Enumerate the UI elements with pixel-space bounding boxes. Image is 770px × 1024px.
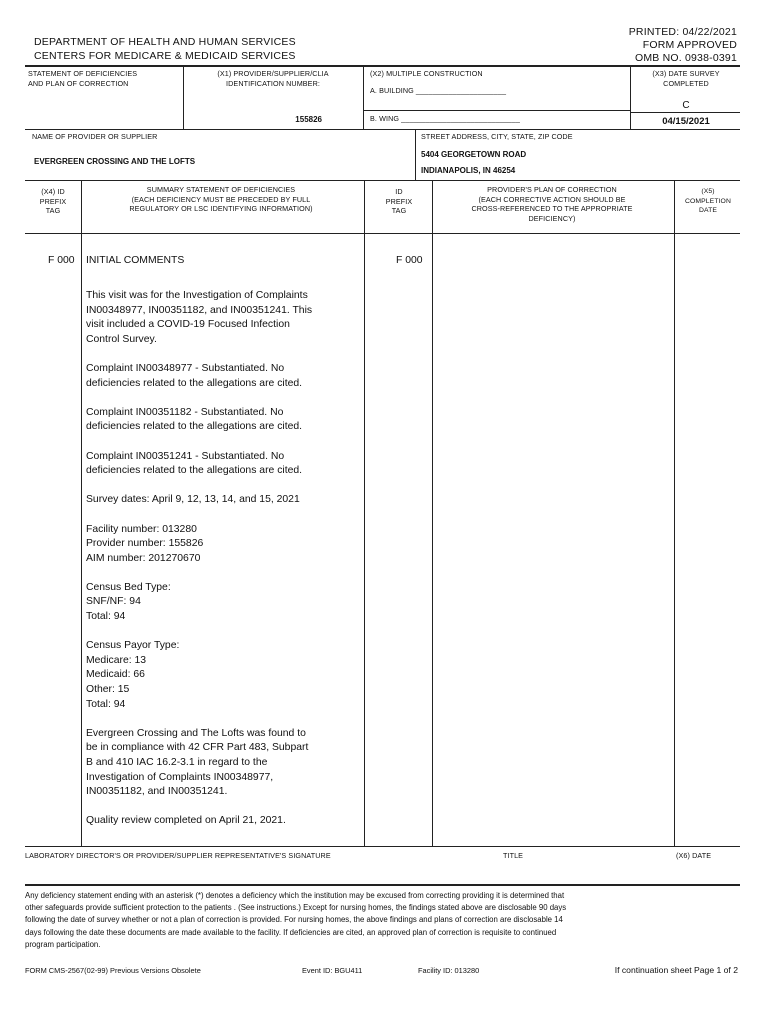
id-header: ID PREFIX TAG (385, 187, 413, 215)
left-prefix-tag: F 000 (48, 255, 75, 266)
disclaimer: Any deficiency statement ending with an asterisk (*) denotes a deficiency which the institution may be excused from correcting providing it is determined that other safeguards provide sufficient protection to the patients . (See instructions.) Except for nursing homes, the findings stated above are disclosable 90 days following the date of survey whether or not a plan of correction is provided. For nursing homes, the above findings and plans of correction are disclosable 14 days following the date these documents are made available to the facility. If deficiencies are cited, an approved plan of correction is requisite to continued program participation. (25, 891, 567, 949)
x4-header: (X4) ID PREFIX TAG (39, 187, 67, 215)
x2-label: (X2) MULTIPLE CONSTRUCTION (370, 69, 483, 78)
paragraph: Complaint IN00351182 - Substantiated. No deficiencies related to the allegations are cited. (86, 406, 303, 433)
form-approved: FORM APPROVED (642, 39, 737, 51)
col-line-1 (81, 180, 82, 846)
paragraph: Facility number: 013280 Provider number: 155826 AIM number: 201270670 (86, 523, 204, 564)
row2-border (25, 180, 740, 181)
provider-name-label: NAME OF PROVIDER OR SUPPLIER (32, 132, 158, 141)
signature-bottom-border (25, 884, 740, 886)
paragraph: Complaint IN00351241 - Substantiated. No deficiencies related to the allegations are cited. (86, 450, 303, 477)
summary-header: SUMMARY STATEMENT OF DEFICIENCIES (EACH DEFICIENCY MUST BE PRECEDED BY FULL REGULATORY OR LSC IDENTIFYING INFORMATION) (129, 185, 313, 213)
header-bottom-border (25, 233, 740, 234)
x6-date-label: (X6) DATE (676, 851, 712, 860)
divider-x2 (363, 65, 364, 129)
address-line1: 5404 GEORGETOWN ROAD (421, 150, 527, 159)
printed-date: PRINTED: 04/22/2021 (628, 26, 737, 38)
provider-id-value: 155826 (295, 115, 322, 124)
x3-letter: C (682, 100, 690, 111)
x2-inner-line (363, 110, 630, 111)
address-label: STREET ADDRESS, CITY, STATE, ZIP CODE (421, 132, 573, 141)
x1-label: (X1) PROVIDER/SUPPLIER/CLIA IDENTIFICATION NUMBER: (217, 69, 329, 88)
signature-label: LABORATORY DIRECTOR'S OR PROVIDER/SUPPLIER REPRESENTATIVE'S SIGNATURE (25, 851, 331, 860)
department-title: DEPARTMENT OF HEALTH AND HUMAN SERVICES (34, 36, 296, 48)
form-number: FORM CMS-2567(02-99) Previous Versions Obsolete (25, 966, 201, 975)
wing-label: B. WING _____________________________ (370, 114, 520, 123)
paragraph: Census Payor Type: Medicare: 13 Medicaid: 66 Other: 15 Total: 94 (86, 640, 180, 710)
top-border (25, 65, 740, 67)
x5-header: (X5) COMPLETION DATE (685, 188, 731, 214)
paragraph: Evergreen Crossing and The Lofts was found to be in compliance with 42 CFR Part 483, Subpart B and 410 IAC 16.2-3.1 in regard to the Investigation of Complaints IN00348977, IN00351182, and IN00351241. (86, 727, 309, 798)
paragraph: Complaint IN00348977 - Substantiated. No deficiencies related to the allegations are cited. (86, 362, 303, 389)
page-number: If continuation sheet Page 1 of 2 (614, 965, 738, 975)
signature-top-border (25, 846, 740, 847)
event-id: Event ID: BGU411 (302, 966, 363, 975)
facility-id: Facility ID: 013280 (418, 966, 480, 975)
plan-header: PROVIDER'S PLAN OF CORRECTION (EACH CORRECTIVE ACTION SHOULD BE CROSS-REFERENCED TO THE APPROPRIATE DEFICIENCY) (471, 185, 633, 223)
paragraph: Census Bed Type: SNF/NF: 94 Total: 94 (86, 581, 171, 623)
paragraph: Quality review completed on April 21, 2021. (86, 815, 286, 827)
summary-body (86, 289, 362, 844)
building-label: A. BUILDING ______________________ (370, 86, 507, 95)
col-line-4 (674, 180, 675, 846)
statement-label: STATEMENT OF DEFICIENCIES AND PLAN OF CORRECTION (28, 69, 138, 88)
row1-border (25, 129, 740, 130)
initial-comments-heading: INITIAL COMMENTS (86, 255, 185, 266)
col-line-2 (364, 180, 365, 846)
paragraph: This visit was for the Investigation of Complaints IN00348977, IN00351182, and IN00351241. This visit included a COVID-19 Focused Infection Control Survey. (86, 290, 313, 345)
col-line-3 (432, 180, 433, 846)
right-prefix-tag: F 000 (396, 255, 423, 266)
title-label: TITLE (503, 851, 524, 860)
x3-label: (X3) DATE SURVEY COMPLETED (652, 69, 720, 88)
divider-address (415, 129, 416, 180)
provider-name-value: EVERGREEN CROSSING AND THE LOFTS (34, 157, 196, 166)
x3-inner-line (630, 112, 740, 113)
paragraph: Survey dates: April 9, 12, 13, 14, and 15, 2021 (86, 494, 300, 506)
address-line2: INDIANAPOLIS, IN 46254 (421, 166, 516, 175)
survey-date-value: 04/15/2021 (662, 116, 710, 127)
omb-number: OMB NO. 0938-0391 (634, 52, 737, 64)
centers-title: CENTERS FOR MEDICARE & MEDICAID SERVICES (34, 50, 296, 62)
